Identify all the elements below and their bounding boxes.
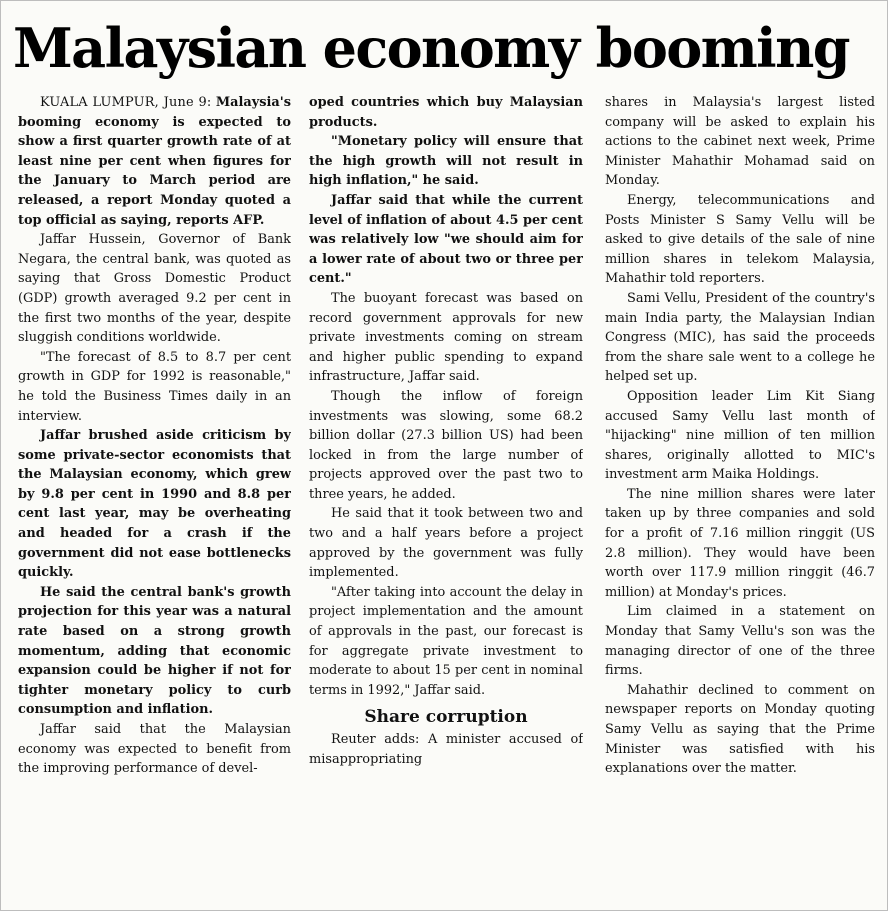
col1-paragraph-6: Jaffar said that the Malaysian economy was expected to benefit from the improving performance of devel-	[18, 722, 291, 777]
col2-paragraph-2: "Monetary policy will ensure that the high growth will not result in high inflation," he said.	[309, 134, 583, 189]
col3-paragraph-2: Energy, telecommunications and Posts Minister S Samy Vellu will be asked to give details of the sale of nine million shares in telekom Malaysia, Mahathir told reporters.	[605, 192, 875, 287]
col2-paragraph-7: "After taking into account the delay in project implementation and the amount of approvals in the past, our forecast is for aggregate private investment to moderate to about 15 per cent in nominal terms in 1992," Jaffar said.	[309, 584, 583, 698]
col3-paragraph-7: Mahathir declined to comment on newspaper reports on Monday quoting Samy Vellu as saying that the Prime Minister was satisfied with his explanations over the matter.	[605, 682, 875, 777]
article-column-1	[18, 93, 291, 911]
col1-paragraph-4: Jaffar brushed aside criticism by some private-sector economists that the Malaysian economy, which grew by 9.8 per cent in 1990 and 8.8 per cent last year, may be overheating and headed for a crash if the government did not ease bottlenecks quickly.	[18, 428, 291, 581]
subhead: Share corruption	[364, 707, 528, 728]
col2-paragraph-4: The buoyant forecast was based on record government approvals for new private investments coming on stream and higher public spending to expand infrastructure, Jaffar said.	[309, 290, 583, 385]
headline: Malaysian economy booming	[13, 16, 849, 80]
col2-paragraph-6: He said that it took between two and two and a half years before a project approved by the government was fully implemented.	[309, 506, 583, 581]
col1-paragraph-2: Jaffar Hussein, Governor of Bank Negara, the central bank, was quoted as saying that Gross Domestic Product (GDP) growth averaged 9.2 per cent in the first two months of the year, despite sluggish conditions worldwide.	[18, 232, 291, 346]
dateline: KUALA LUMPUR, June 9:	[40, 95, 212, 110]
col3-paragraph-4: Opposition leader Lim Kit Siang accused Samy Vellu last month of "hijacking" nine million of ten million shares, originally allotted to MIC's investment arm Maika Holdings.	[605, 388, 875, 483]
col1-paragraph-5: He said the central bank's growth projection for this year was a natural rate based on a strong growth momentum, adding that economic expansion could be higher if not for tighter monetary policy to curb consumption and inflation.	[18, 584, 291, 718]
col3-paragraph-3: Sami Vellu, President of the country's main India party, the Malaysian Indian Congress (MIC), has said the proceeds from the share sale went to a college he helped set up.	[605, 290, 875, 385]
col3-paragraph-5: The nine million shares were later taken up by three companies and sold for a profit of 7.16 million ringgit (US 2.8 million). They would have been worth over 117.9 million ringgit (46.7 million) at Monday's prices.	[605, 486, 875, 600]
col2-paragraph-1: oped countries which buy Malaysian products.	[309, 95, 583, 130]
lead-paragraph	[18, 93, 291, 230]
col2-paragraph-8: Reuter adds: A minister accused of misappropriating	[309, 732, 583, 767]
col1-paragraph-3: "The forecast of 8.5 to 8.7 per cent growth in GDP for 1992 is reasonable," he told the Business Times daily in an interview.	[18, 349, 291, 424]
article-column-2	[309, 93, 583, 911]
col2-paragraph-3: Jaffar said that while the current level of inflation of about 4.5 per cent was relatively low "we should aim for a lower rate of about two or three per cent."	[309, 192, 583, 287]
col3-paragraph-1: shares in Malaysia's largest listed company will be asked to explain his actions to the cabinet next week, Prime Minister Mahathir Mohamad said on Monday.	[605, 95, 875, 189]
article-column-3	[605, 93, 875, 911]
col3-paragraph-6: Lim claimed in a statement on Monday that Samy Vellu's son was the managing director of one of the three firms.	[605, 604, 875, 679]
col2-paragraph-5: Though the inflow of foreign investments was slowing, some 68.2 billion dollar (27.3 billion US) had been locked in from the large number of projects approved over the past two to three years, he added.	[309, 388, 583, 502]
col1-paragraph-1-text: Malaysia's booming economy is expected to show a first quarter growth rate of at least nine per cent when figures for the January to March period are released, a report Monday quoted a top official as saying, reports AFP.	[18, 95, 291, 228]
